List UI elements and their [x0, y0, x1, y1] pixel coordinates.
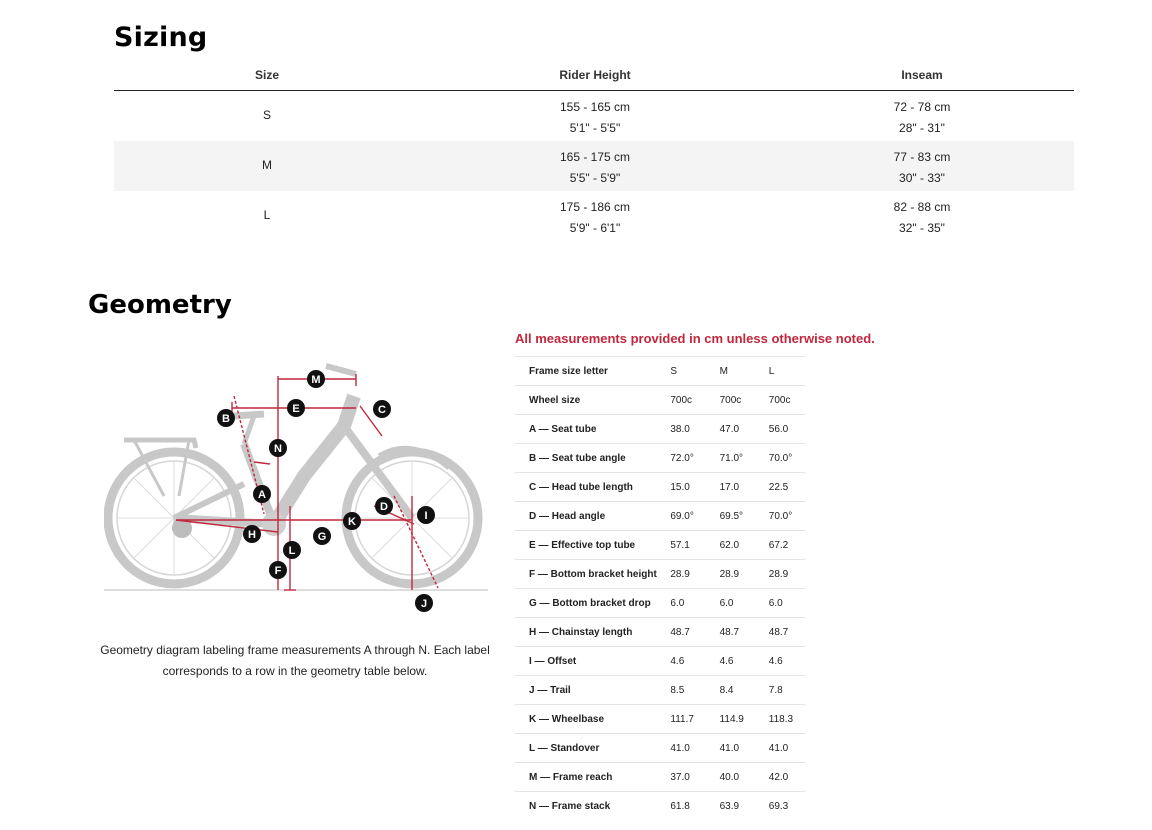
inseam-in: 30" - 33" — [899, 171, 945, 185]
row-label: L — Standover — [515, 734, 657, 763]
height-cm: 175 - 186 cm — [559, 200, 631, 214]
table-row — [515, 676, 805, 705]
badge-n — [269, 439, 287, 457]
height-cm: 155 - 165 cm — [559, 100, 631, 114]
badge-a — [253, 485, 271, 503]
svg-text:H: H — [248, 529, 256, 541]
table-row — [515, 357, 805, 386]
inseam-cell — [894, 197, 951, 239]
value-s: 111.7 — [657, 705, 706, 734]
value-l: 118.3 — [756, 705, 805, 734]
svg-text:B: B — [222, 413, 230, 425]
height-ft: 5'9" - 6'1" — [569, 221, 621, 235]
table-row — [515, 531, 805, 560]
value-s: 4.6 — [657, 647, 706, 676]
rider-height-cell — [560, 97, 630, 139]
sizing-row — [114, 91, 1074, 141]
svg-text:D: D — [380, 501, 388, 513]
value-m: 41.0 — [707, 734, 756, 763]
svg-text:G: G — [317, 531, 327, 543]
table-row — [515, 647, 805, 676]
value-s: 38.0 — [657, 415, 706, 444]
sizing-table-header — [114, 60, 1074, 91]
badge-k — [343, 512, 361, 530]
row-label: M — Frame reach — [515, 763, 657, 792]
row-label: H — Chainstay length — [515, 618, 657, 647]
value-m: 48.7 — [707, 618, 756, 647]
table-row — [515, 705, 805, 734]
value-s: 700c — [657, 386, 706, 415]
table-row — [515, 560, 805, 589]
value-m: 40.0 — [707, 763, 756, 792]
value-m: 63.9 — [707, 792, 756, 821]
table-row — [515, 792, 805, 821]
value-s: 28.9 — [657, 560, 706, 589]
height-ft: 5'5" - 5'9" — [569, 171, 621, 185]
value-s: 48.7 — [657, 618, 706, 647]
value-m: 69.5° — [707, 502, 756, 531]
badge-h — [243, 525, 261, 543]
header-rider-height: Rider Height — [559, 68, 631, 82]
value-m: 71.0° — [707, 444, 756, 473]
sizing-row — [114, 141, 1074, 191]
value-l: 22.5 — [756, 473, 805, 502]
value-m: 17.0 — [707, 473, 756, 502]
header-size: Size — [254, 68, 280, 82]
value-m: M — [707, 357, 756, 386]
value-l: 4.6 — [756, 647, 805, 676]
value-s: 41.0 — [657, 734, 706, 763]
table-row — [515, 444, 805, 473]
table-row — [515, 473, 805, 502]
row-label: A — Seat tube — [515, 415, 657, 444]
row-label: K — Wheelbase — [515, 705, 657, 734]
svg-text:F: F — [274, 565, 282, 577]
value-l: 42.0 — [756, 763, 805, 792]
value-m: 62.0 — [707, 531, 756, 560]
svg-text:I: I — [424, 510, 428, 522]
inseam-cm: 77 - 83 cm — [893, 150, 951, 164]
row-label: C — Head tube length — [515, 473, 657, 502]
value-l: 6.0 — [756, 589, 805, 618]
value-l: 70.0° — [756, 502, 805, 531]
size-cell: M — [262, 158, 272, 172]
svg-text:L: L — [288, 545, 296, 557]
height-cm: 165 - 175 cm — [559, 150, 631, 164]
row-label: N — Frame stack — [515, 792, 657, 821]
value-l: 7.8 — [756, 676, 805, 705]
value-l: L — [756, 357, 805, 386]
svg-text:A: A — [258, 489, 266, 501]
rider-height-cell — [560, 147, 630, 189]
diagram-caption: Geometry diagram labeling frame measurements A through N. Each label corresponds to a row in the geometry table below. — [100, 643, 490, 678]
table-row — [515, 415, 805, 444]
value-l: 56.0 — [756, 415, 805, 444]
geometry-diagram — [104, 356, 488, 616]
sizing-heading: Sizing — [114, 22, 208, 53]
svg-text:E: E — [292, 403, 300, 415]
row-label: G — Bottom bracket drop — [515, 589, 657, 618]
value-m: 8.4 — [707, 676, 756, 705]
label-badges — [217, 370, 435, 612]
value-s: 72.0° — [657, 444, 706, 473]
value-s: S — [657, 357, 706, 386]
inseam-in: 28" - 31" — [899, 121, 945, 135]
sizing-row — [114, 191, 1074, 241]
value-s: 15.0 — [657, 473, 706, 502]
size-cell: S — [262, 108, 272, 122]
value-l: 41.0 — [756, 734, 805, 763]
svg-text:N: N — [274, 443, 282, 455]
value-s: 37.0 — [657, 763, 706, 792]
value-l: 67.2 — [756, 531, 805, 560]
height-ft: 5'1" - 5'5" — [569, 121, 621, 135]
badge-g — [313, 527, 331, 545]
table-row — [515, 589, 805, 618]
badge-b — [217, 409, 235, 427]
value-m: 114.9 — [707, 705, 756, 734]
rider-height-cell — [560, 197, 630, 239]
row-label: Wheel size — [515, 386, 657, 415]
svg-text:K: K — [348, 516, 356, 528]
value-l: 69.3 — [756, 792, 805, 821]
table-row — [515, 734, 805, 763]
svg-text:C: C — [378, 404, 386, 416]
value-l: 48.7 — [756, 618, 805, 647]
value-s: 57.1 — [657, 531, 706, 560]
svg-text:J: J — [420, 598, 428, 610]
inseam-cm: 72 - 78 cm — [893, 100, 951, 114]
row-label: B — Seat tube angle — [515, 444, 657, 473]
svg-text:M: M — [311, 374, 321, 386]
sizing-table — [114, 60, 1074, 241]
row-label: F — Bottom bracket height — [515, 560, 657, 589]
badge-m — [307, 370, 325, 388]
badge-c — [373, 400, 391, 418]
value-m: 28.9 — [707, 560, 756, 589]
row-label: E — Effective top tube — [515, 531, 657, 560]
badge-i — [417, 506, 435, 524]
value-s: 69.0° — [657, 502, 706, 531]
badge-j — [415, 594, 433, 612]
row-label: Frame size letter — [515, 357, 657, 386]
value-s: 61.8 — [657, 792, 706, 821]
measurement-note: All measurements provided in cm unless otherwise noted. — [515, 331, 875, 346]
value-m: 6.0 — [707, 589, 756, 618]
inseam-in: 32" - 35" — [899, 221, 945, 235]
value-m: 700c — [707, 386, 756, 415]
geometry-table — [515, 356, 805, 821]
value-m: 4.6 — [707, 647, 756, 676]
table-row — [515, 502, 805, 531]
value-m: 47.0 — [707, 415, 756, 444]
header-inseam: Inseam — [901, 68, 943, 82]
badge-l — [283, 541, 301, 559]
badge-f — [269, 561, 287, 579]
inseam-cell — [894, 97, 951, 139]
badge-e — [287, 399, 305, 417]
table-row — [515, 386, 805, 415]
inseam-cell — [894, 147, 951, 189]
badge-d — [375, 497, 393, 515]
value-l: 700c — [756, 386, 805, 415]
value-l: 70.0° — [756, 444, 805, 473]
size-cell: L — [263, 208, 271, 222]
inseam-cm: 82 - 88 cm — [893, 200, 951, 214]
value-s: 8.5 — [657, 676, 706, 705]
value-l: 28.9 — [756, 560, 805, 589]
table-row — [515, 618, 805, 647]
row-label: J — Trail — [515, 676, 657, 705]
geometry-heading: Geometry — [88, 290, 232, 320]
value-s: 6.0 — [657, 589, 706, 618]
table-row — [515, 763, 805, 792]
row-label: I — Offset — [515, 647, 657, 676]
row-label: D — Head angle — [515, 502, 657, 531]
